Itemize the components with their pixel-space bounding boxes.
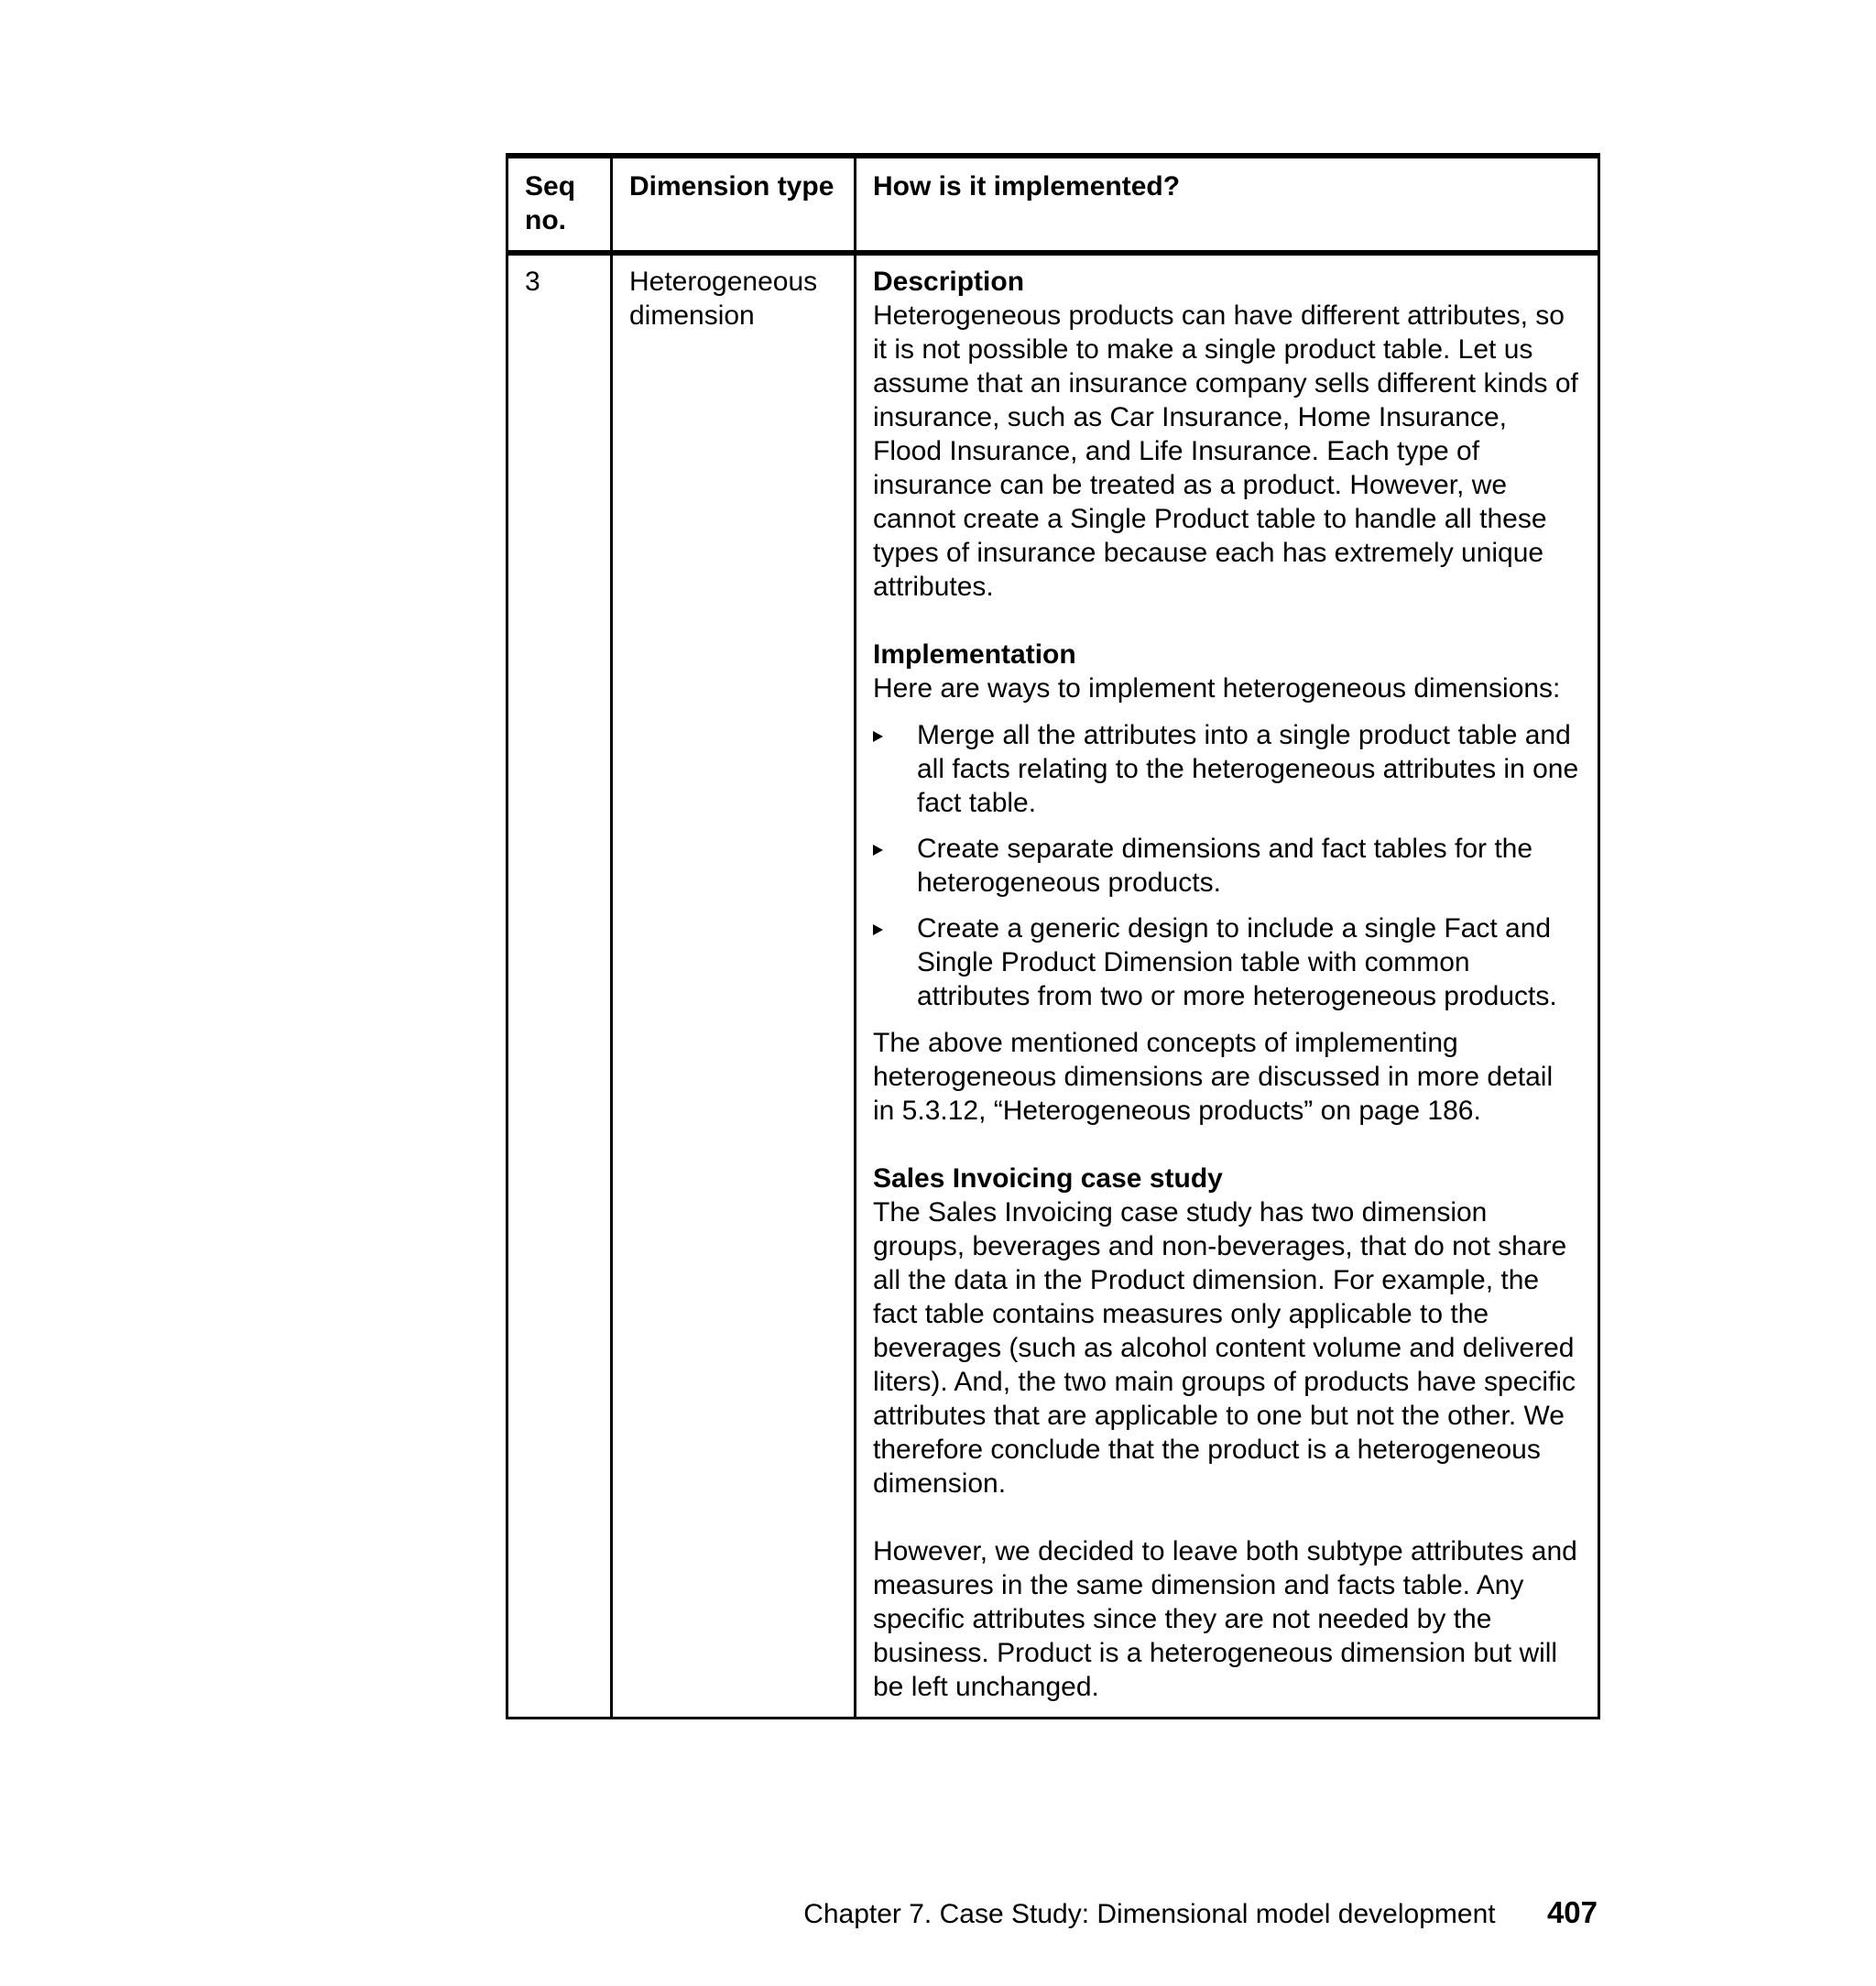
list-item [873, 911, 1579, 1013]
implementation-section [873, 638, 1579, 1128]
description-section [873, 265, 1579, 604]
page-footer [803, 1894, 1598, 1933]
chapter-title: Chapter 7. Case Study: Dimensional model development [803, 1899, 1496, 1929]
dimension-table [506, 153, 1600, 1719]
description-text: Heterogeneous products can have different attributes, so it is not possible to make a single product table. Let us assume that an insurance company sells different kinds of insurance, such as Car Insurance, Home Insurance, Flood Insurance, and Life Insurance. Each type of insurance can be treated as a product. However, we cannot create a Single Product table to handle all these types of insurance because each has extremely unique attributes. [873, 300, 1578, 602]
implementation-heading: Implementation [873, 639, 1076, 670]
list-item [873, 832, 1579, 900]
header-row [507, 156, 1599, 253]
list-item-text: Create a generic design to include a single Fact and Single Product Dimension table with common attributes from two or more heterogeneous products. [917, 913, 1557, 1011]
header-dimension-type: Dimension type [612, 156, 856, 253]
table-row [507, 253, 1599, 1719]
header-implementation: How is it implemented? [856, 156, 1599, 253]
header-seq-no: Seq no. [507, 156, 612, 253]
triangle-right-icon [873, 924, 883, 935]
table-body [507, 253, 1599, 1719]
list-item [873, 718, 1579, 820]
page-number: 407 [1546, 1895, 1598, 1929]
triangle-right-icon [873, 845, 883, 856]
cell-implementation [856, 253, 1599, 1719]
implementation-intro: Here are ways to implement heterogeneous dimensions: [873, 673, 1561, 704]
triangle-right-icon [873, 731, 883, 742]
case-study-followup [873, 1534, 1579, 1704]
list-item-text: Create separate dimensions and fact tables for the heterogeneous products. [917, 834, 1533, 898]
table-header [507, 156, 1599, 253]
implementation-outro: The above mentioned concepts of implementing heterogeneous dimensions are discussed in more detail in 5.3.12, “Heterogeneous products” on page 186. [873, 1028, 1554, 1126]
implementation-list [873, 718, 1579, 1013]
cell-seq-no: 3 [507, 253, 612, 1719]
cell-dimension-type: Heterogeneous dimension [612, 253, 856, 1719]
case-study-text: The Sales Invoicing case study has two dimension groups, beverages and non-beverages, that do not share all the data in the Product dimension. For example, the fact table contains measures only applicable to the beverages (such as alcohol content volume and delivered liters). And, the two main groups of products have specific attributes that are applicable to one but not the other. We therefore conclude that the product is a heterogeneous dimension. [873, 1197, 1576, 1499]
case-study-section [873, 1162, 1579, 1500]
case-study-heading: Sales Invoicing case study [873, 1163, 1223, 1194]
case-study-text-2: However, we decided to leave both subtype attributes and measures in the same dimension and facts table. Any specific attributes since they are not needed by the business. Product is a heterogeneous dimension but will be left unchanged. [873, 1536, 1577, 1702]
description-heading: Description [873, 267, 1025, 297]
list-item-text: Merge all the attributes into a single product table and all facts relating to the heterogeneous attributes in one fact table. [917, 720, 1579, 818]
